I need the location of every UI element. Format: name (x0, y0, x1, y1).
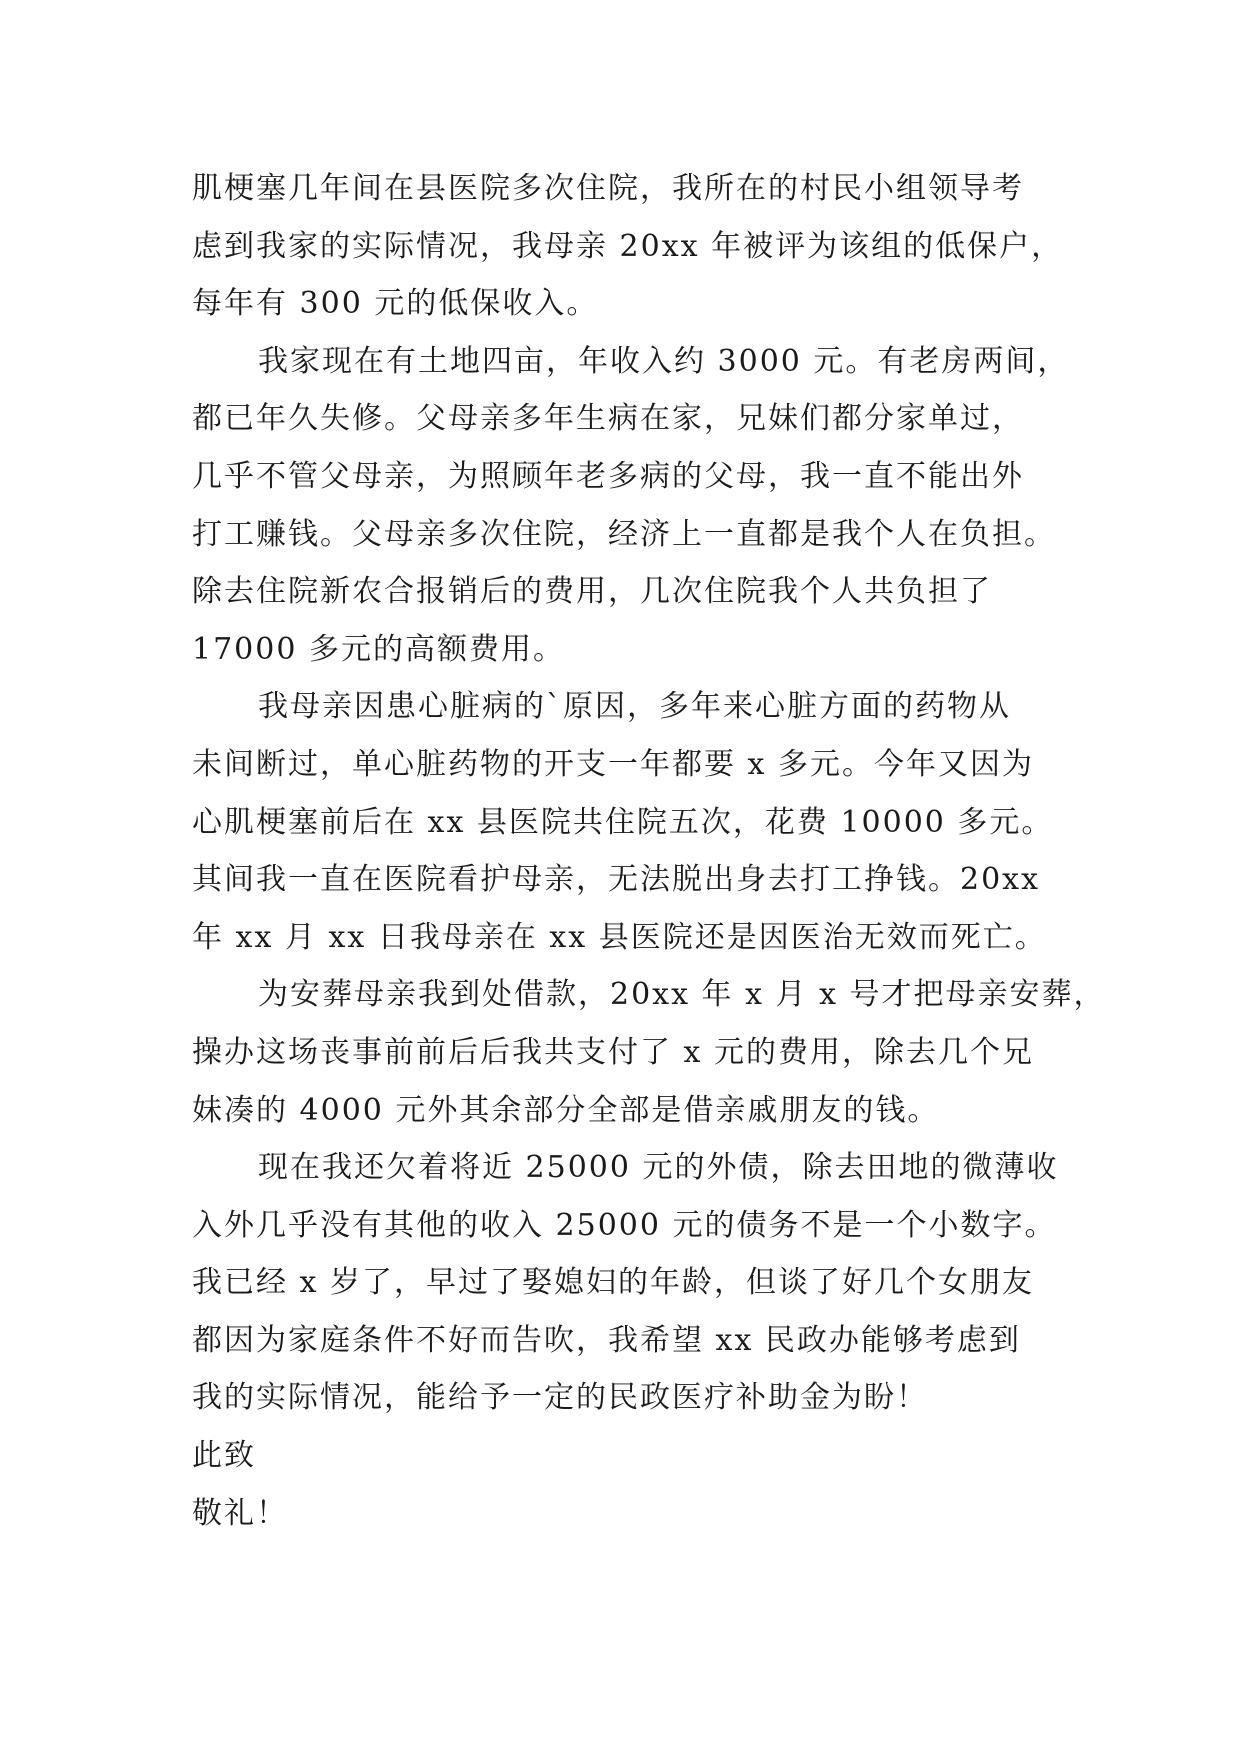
text-line-6: 几乎不管父母亲，为照顾年老多病的父母，我一直不能出外 (192, 458, 1024, 494)
text-line-21: 都因为家庭条件不好而告吹，我希望 xx 民政办能够考虑到 (192, 1322, 1021, 1358)
closing-salutation: 此致 (192, 1438, 256, 1474)
text-line-11: 未间断过，单心脏药物的开支一年都要 x 多元。今年又因为 (192, 746, 1034, 782)
text-line-20: 我已经 x 岁了，早过了娶媳妇的年龄，但谈了好几个女朋友 (192, 1265, 1034, 1301)
text-line-5: 都已年久失修。父母亲多年生病在家，兄妹们都分家单过， (192, 401, 1024, 437)
closing-regards: 敬礼！ (192, 1495, 288, 1531)
letter-body (192, 160, 1106, 1542)
text-line-10: 我母亲因患心脏病的`原因，多年来心脏方面的药物从 (258, 689, 1011, 725)
text-line-17: 妹凑的 4000 元外其余部分全部是借亲戚朋友的钱。 (192, 1092, 940, 1128)
text-line-12: 心肌梗塞前后在 xx 县医院共住院五次，花费 10000 多元。 (192, 804, 1054, 840)
text-line-22: 我的实际情况，能给予一定的民政医疗补助金为盼！ (192, 1380, 928, 1416)
text-line-18: 现在我还欠着将近 25000 元的外债，除去田地的微薄收 (258, 1150, 1059, 1186)
text-line-4: 我家现在有土地四亩，年收入约 3000 元。有老房两间， (258, 343, 1070, 379)
text-line-3: 每年有 300 元的低保收入。 (192, 286, 599, 322)
text-line-1: 肌梗塞几年间在县医院多次住院，我所在的村民小组领导考 (192, 171, 1024, 206)
text-line-2: 虑到我家的实际情况，我母亲 20xx 年被评为该组的低保户， (192, 228, 1064, 264)
text-line-15: 为安葬母亲我到处借款，20xx 年 x 月 x 号才把母亲安葬， (258, 977, 1106, 1013)
text-line-9: 17000 多元的高额费用。 (192, 631, 565, 667)
text-line-14: 年 xx 月 xx 日我母亲在 xx 县医院还是因医治无效而死亡。 (192, 919, 1047, 955)
text-line-13: 其间我一直在医院看护母亲，无法脱出身去打工挣钱。20xx (192, 862, 1041, 898)
text-line-8: 除去住院新农合报销后的费用，几次住院我个人共负担了 (192, 574, 992, 610)
text-line-16: 操办这场丧事前前后后我共支付了 x 元的费用，除去几个兄 (192, 1034, 1034, 1070)
text-line-19: 入外几乎没有其他的收入 25000 元的债务不是一个小数字。 (192, 1207, 1057, 1243)
text-line-7: 打工赚钱。父母亲多次住院，经济上一直都是我个人在负担。 (192, 516, 1056, 552)
